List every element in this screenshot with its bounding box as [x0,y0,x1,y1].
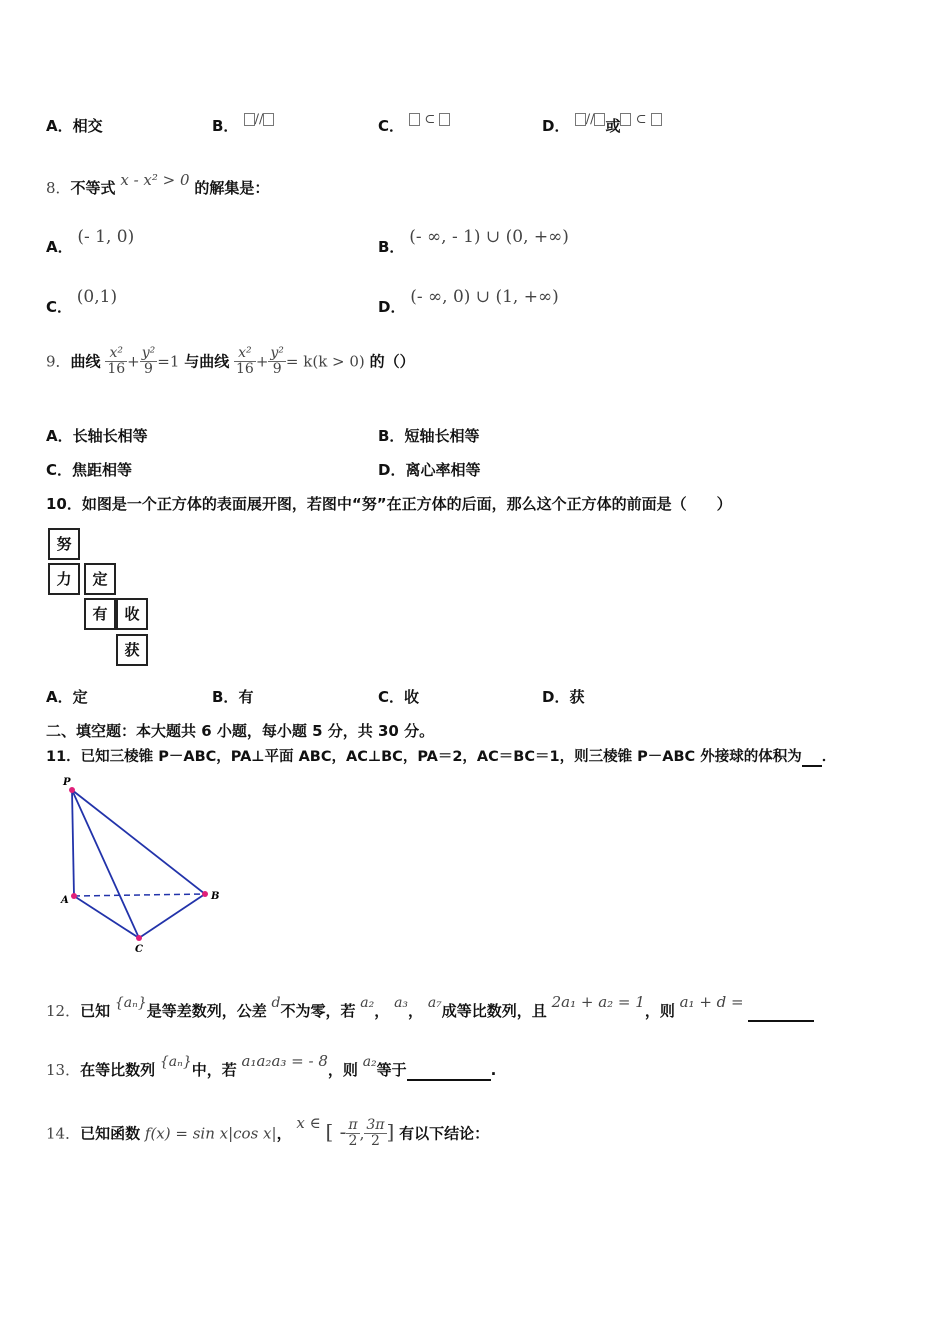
q8-option-c: C． (0,1) [46,287,118,316]
answer-blank [407,1061,491,1081]
q8-option-b: B． (- ∞, - 1) ∪ (0, +∞) [378,227,569,256]
vertex-a-dot [71,893,77,899]
placeholder-glyph-icon [263,113,274,126]
placeholder-glyph-icon [594,113,605,126]
q7-option-c: C． ⊂ [378,115,450,136]
q9-option-a: A．长轴长相等 [46,427,148,445]
cube-net-figure [48,528,158,670]
placeholder-glyph-icon [620,113,631,126]
vertex-label-p: P [63,777,71,788]
q10-option-b: B．有 [212,688,254,706]
q7-option-d: D． // 或 ⊂ [542,115,662,136]
q9-option-b: B．短轴长相等 [378,427,480,445]
cube-face-li: 力 [48,563,80,595]
placeholder-glyph-icon [651,113,662,126]
q8-option-d: D． (- ∞, 0) ∪ (1, +∞) [378,287,559,316]
placeholder-glyph-icon [575,113,586,126]
answer-blank [748,1002,814,1022]
q10-option-d: D．获 [542,688,585,706]
question-14: 14．已知函数 f(x) = sin x|cos x|， x ∈ [ - $\frac{\pi}{2}$ , $\frac{3\pi}{2}$ ] 有以下结论： [46,1114,490,1150]
placeholder-glyph-icon [409,113,420,126]
question-11: 11．已知三棱锥 P－ABC，PA⊥平面 ABC，AC⊥BC，PA＝2，AC＝BC＝1，则三棱锥 P－ABC 外接球的体积为 ． [46,749,837,765]
question-8: 8．不等式 x - x² > 0 的解集是： [46,171,270,197]
question-10: 10．如图是一个正方体的表面展开图，若图中“努”在正方体的后面，那么这个正方体的前面是（ ） [46,495,732,513]
cube-face-you: 有 [84,598,116,630]
vertex-label-b: B [211,891,220,902]
answer-blank [802,749,822,767]
question-12: 12．已知 {aₙ}是等差数列，公差 d不为零，若 a₂， a₃， a₇成等比数列，且 2a₁ + a₂ = 1，则 a₁ + d = [46,1000,814,1022]
vertex-label-c: C [135,944,143,955]
q8-option-a: A． (- 1, 0) [46,227,135,256]
section-2-title: 二、填空题：本大题共 6 小题，每小题 5 分，共 30 分。 [46,722,435,740]
tetrahedron-figure [55,772,230,957]
q9-option-c: C．焦距相等 [46,461,133,479]
placeholder-glyph-icon [244,113,255,126]
cube-face-nu: 努 [48,528,80,560]
question-13: 13．在等比数列 {aₙ}中，若 a₁a₂a₃ = - 8，则 a₂等于 . [46,1052,497,1079]
vertex-c-dot [136,935,142,941]
q10-option-c: C．收 [378,688,420,706]
q9-option-d: D．离心率相等 [378,461,481,479]
q10-option-a: A．定 [46,688,88,706]
question-9: 9．曲线 $\frac{\text{x²}}{16}$ + $\frac{\text{y²}}{9}$ =1 与曲线 $\frac{\text{x²}}{16}$ + $\frac{\text{y²}}{9}$ = k(k > 0) 的（） [46,345,415,378]
placeholder-glyph-icon [439,113,450,126]
q7-option-b: B． // [212,115,274,136]
cube-face-huo: 获 [116,634,148,666]
vertex-b-dot [202,891,208,897]
vertex-label-a: A [61,895,69,906]
cube-face-ding: 定 [84,563,116,595]
cube-face-shou: 收 [116,598,148,630]
q7-option-a: A．相交 [46,117,103,135]
